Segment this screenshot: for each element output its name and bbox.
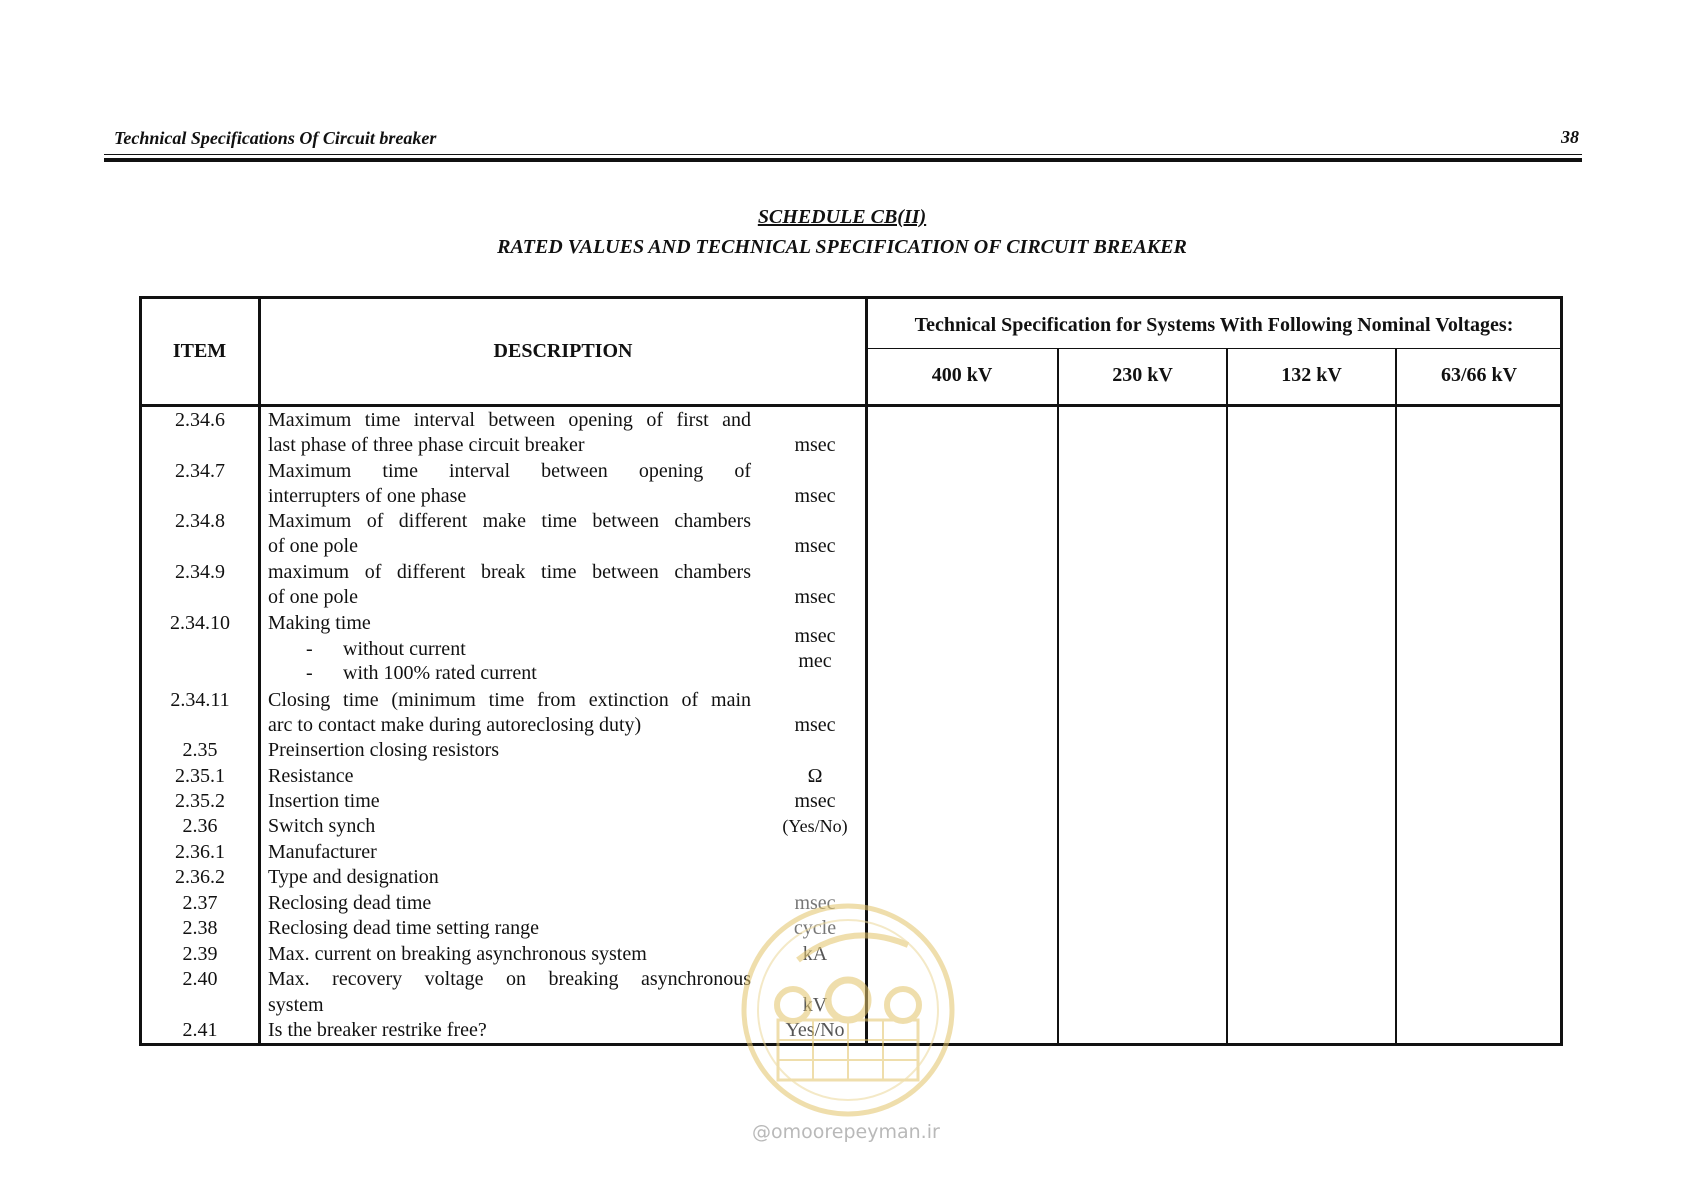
- column-header-group: Technical Specification for Systems With Following Nominal Voltages:: [914, 314, 1514, 336]
- header-rule-thick: [104, 158, 1582, 162]
- item-unit: mec: [798, 650, 832, 672]
- item-description-cont: system: [268, 994, 324, 1016]
- item-unit: msec: [794, 625, 836, 647]
- item-description: Reclosing dead time: [268, 892, 432, 914]
- column-header-description: DESCRIPTION: [493, 340, 633, 362]
- item-number: 2.34.10: [170, 612, 230, 634]
- item-number: 2.34.6: [175, 409, 225, 431]
- item-sub-description: without current: [343, 638, 466, 660]
- item-unit: Yes/No: [785, 1019, 845, 1041]
- item-number: 2.37: [182, 892, 218, 914]
- item-description-cont: of one pole: [268, 586, 358, 608]
- item-number: 2.40: [182, 968, 218, 990]
- item-number: 2.34.7: [175, 460, 225, 482]
- item-unit: kA: [802, 943, 828, 965]
- item-number: 2.36: [182, 815, 218, 837]
- item-description-cont: arc to contact make during autoreclosing duty): [268, 714, 642, 736]
- item-number: 2.36.1: [175, 841, 225, 863]
- divider-item-desc: [258, 296, 261, 1046]
- divider-230-132: [1226, 349, 1228, 1046]
- item-number: 2.39: [182, 943, 218, 965]
- item-description: Making time: [268, 612, 371, 634]
- item-number: 2.34.8: [175, 510, 225, 532]
- bullet-dash: -: [306, 662, 313, 684]
- item-unit: msec: [794, 586, 836, 608]
- item-description: maximum of different break time between chambers: [268, 561, 751, 583]
- column-header-item: ITEM: [172, 340, 227, 362]
- item-number: 2.34.11: [170, 689, 230, 711]
- item-description: Type and designation: [268, 866, 439, 888]
- item-description: Switch synch: [268, 815, 376, 837]
- item-unit: msec: [794, 892, 836, 914]
- item-description: Closing time (minimum time from extinction of main: [268, 689, 751, 711]
- item-description: Max. recovery voltage on breaking asynchronous: [268, 968, 751, 990]
- item-description: Maximum time interval between opening of: [268, 460, 751, 482]
- item-unit: Ω: [807, 765, 823, 787]
- item-unit: msec: [794, 485, 836, 507]
- page-number: 38: [1561, 127, 1579, 147]
- item-unit: msec: [794, 790, 836, 812]
- column-header-132kv: 132 kV: [1281, 364, 1342, 386]
- item-description: Insertion time: [268, 790, 380, 812]
- item-unit: (Yes/No): [782, 816, 848, 836]
- item-description: Reclosing dead time setting range: [268, 917, 540, 939]
- divider-header-body: [139, 404, 1563, 407]
- item-description: Resistance: [268, 765, 354, 787]
- divider-132-63: [1395, 349, 1397, 1046]
- item-unit: cycle: [793, 917, 837, 939]
- schedule-title: SCHEDULE CB(II): [757, 206, 927, 228]
- item-description: Preinsertion closing resistors: [268, 739, 500, 761]
- header-rule-thin: [104, 154, 1582, 155]
- omoorepeyman-logo-icon: [738, 900, 958, 1125]
- item-description: Maximum of different make time between chambers: [268, 510, 751, 532]
- item-number: 2.35: [182, 739, 218, 761]
- divider-400-230: [1057, 349, 1059, 1046]
- item-description: Maximum time interval between opening of first and: [268, 409, 751, 431]
- column-header-6366kv: 63/66 kV: [1440, 364, 1518, 386]
- item-sub-description: with 100% rated current: [343, 662, 537, 684]
- item-number: 2.35.2: [175, 790, 225, 812]
- item-unit: msec: [794, 714, 836, 736]
- column-header-230kv: 230 kV: [1112, 364, 1173, 386]
- item-number: 2.41: [182, 1019, 218, 1041]
- item-number: 2.35.1: [175, 765, 225, 787]
- item-number: 2.38: [182, 917, 218, 939]
- item-description-cont: interrupters of one phase: [268, 485, 467, 507]
- item-number: 2.36.2: [175, 866, 225, 888]
- item-description-cont: of one pole: [268, 535, 358, 557]
- item-description-cont: last phase of three phase circuit breaker: [268, 434, 585, 456]
- divider-group-header: [866, 348, 1563, 349]
- running-title: Technical Specifications Of Circuit breaker: [114, 128, 437, 148]
- item-unit: msec: [794, 535, 836, 557]
- item-description: Max. current on breaking asynchronous system: [268, 943, 647, 965]
- item-description: Is the breaker restrike free?: [268, 1019, 487, 1041]
- item-unit: msec: [794, 434, 836, 456]
- schedule-subtitle: RATED VALUES AND TECHNICAL SPECIFICATION OF CIRCUIT BREAKER: [497, 236, 1187, 258]
- item-description: Manufacturer: [268, 841, 377, 863]
- watermark-text: @omoorepeyman.ir: [752, 1121, 940, 1143]
- column-header-400kv: 400 kV: [931, 364, 993, 386]
- item-unit: kV: [802, 994, 828, 1016]
- bullet-dash: -: [306, 638, 313, 660]
- item-number: 2.34.9: [175, 561, 225, 583]
